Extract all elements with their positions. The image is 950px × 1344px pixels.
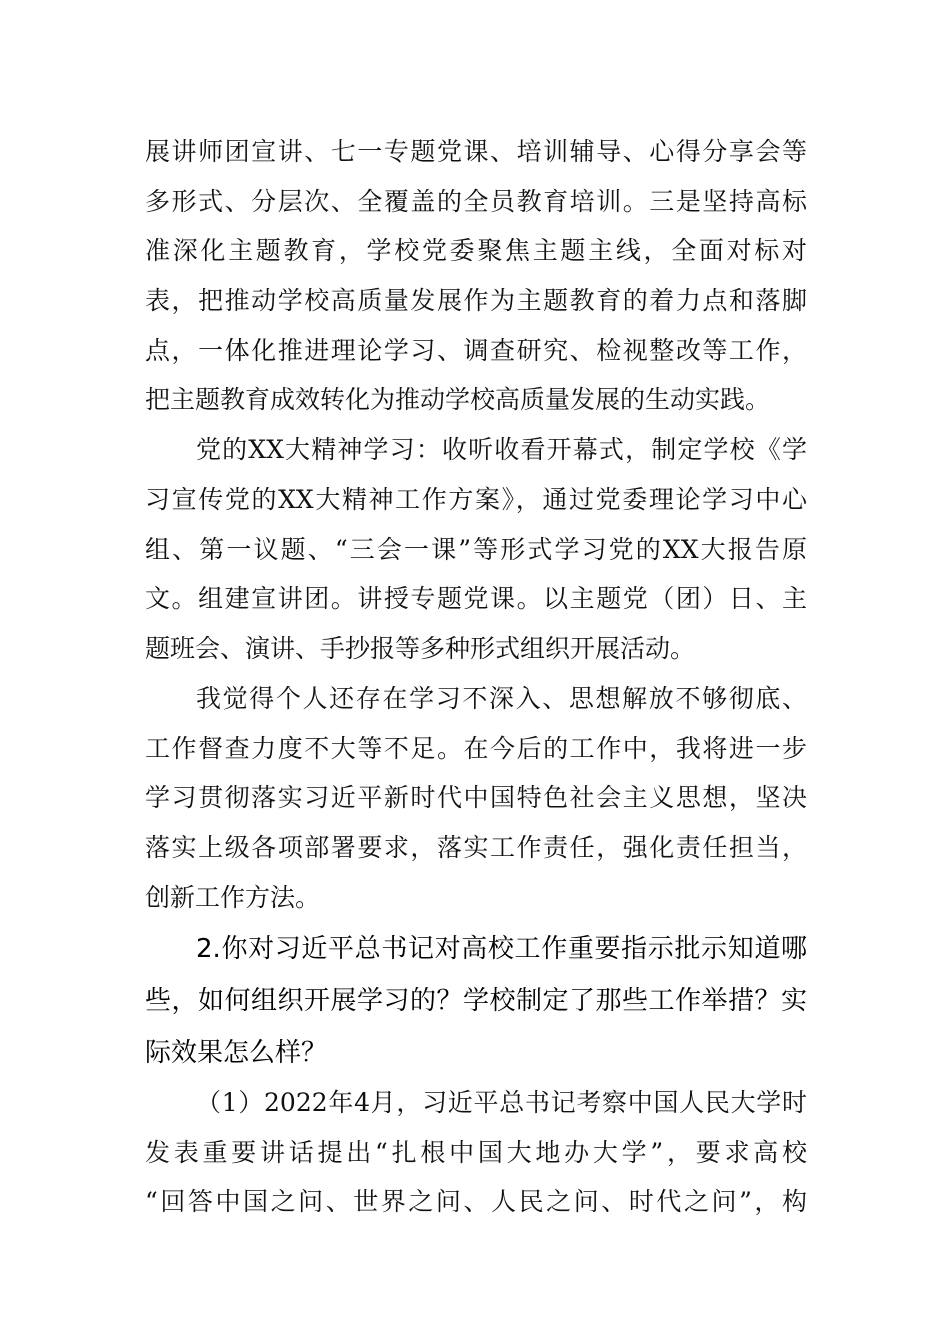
question-2-line-2: 些，如何组织开展学习的？学校制定了那些工作举措？实 bbox=[145, 986, 807, 1016]
paragraph-4-line-2: 发表重要讲话提出“扎根中国大地办大学”，要求高校 bbox=[145, 1138, 807, 1167]
paragraph-4-line-1: （1）2022年4月，习近平总书记考察中国人民大学时 bbox=[196, 1088, 807, 1117]
paragraph-2-line-2: 习宣传党的XX大精神工作方案》，通过党委理论学习中心 bbox=[145, 485, 807, 514]
paragraph-3-line-5: 创新工作方法。 bbox=[145, 883, 321, 912]
paragraph-2-line-3: 组、第一议题、“三会一课”等形式学习党的XX大报告原 bbox=[145, 535, 807, 564]
paragraph-2-line-5: 题班会、演讲、手抄报等多种形式组织开展活动。 bbox=[145, 634, 696, 663]
paragraph-1-line-1: 展讲师团宣讲、七一专题党课、培训辅导、心得分享会等 bbox=[145, 137, 807, 166]
question-2-line-1: 2.你对习近平总书记对高校工作重要指示批示知道哪 bbox=[196, 934, 807, 964]
paragraph-3-line-4: 落实上级各项部署要求，落实工作责任，强化责任担当， bbox=[145, 833, 807, 862]
paragraph-1-line-4: 表，把推动学校高质量发展作为主题教育的着力点和落脚 bbox=[145, 286, 807, 315]
paragraph-1-line-2: 多形式、分层次、全覆盖的全员教育培训。三是坚持高标 bbox=[145, 187, 807, 216]
question-2-line-3: 际效果怎么样？ bbox=[145, 1038, 328, 1068]
paragraph-2-line-4: 文。组建宣讲团。讲授专题党课。以主题党（团）日、主 bbox=[145, 584, 807, 613]
paragraph-4-line-3: “回答中国之问、世界之问、人民之问、时代之问”，构 bbox=[145, 1187, 807, 1216]
paragraph-3-line-3: 学习贯彻落实习近平新时代中国特色社会主义思想，坚决 bbox=[145, 783, 807, 812]
paragraph-3-line-1: 我觉得个人还存在学习不深入、思想解放不够彻底、 bbox=[196, 684, 807, 713]
paragraph-3-line-2: 工作督查力度不大等不足。在今后的工作中，我将进一步 bbox=[145, 734, 807, 763]
paragraph-1-line-5: 点，一体化推进理论学习、调查研究、检视整改等工作， bbox=[145, 336, 807, 365]
paragraph-2-line-1: 党的XX大精神学习：收听收看开幕式，制定学校《学 bbox=[196, 435, 807, 464]
paragraph-1-line-6: 把主题教育成效转化为推动学校高质量发展的生动实践。 bbox=[145, 385, 771, 414]
paragraph-1-line-3: 准深化主题教育，学校党委聚焦主题主线，全面对标对 bbox=[145, 236, 807, 265]
